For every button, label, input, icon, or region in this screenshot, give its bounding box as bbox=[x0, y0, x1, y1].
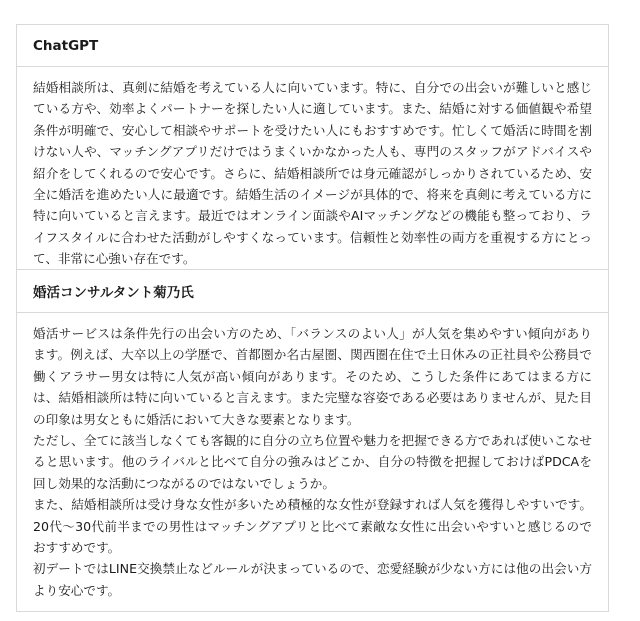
paragraph: 初デートではLINE交換禁止などルールが決まっているので、恋愛経験が少ない方には他の出会い方より安心です。 bbox=[33, 561, 592, 598]
paragraph: 結婚相談所は、真剣に結婚を考えている人に向いています。特に、自分での出会いが難しいと感じている方や、効率よくパートナーを探したい人に適しています。また、結婚に対する価値観や希望条件が明確で、安心して相談やサポートを受けたい人にもおすすめです。忙しくて婚活に時間を割けない人や、マッチングアプリだけではうまくいかなかった人も、専門のスタッフがアドバイスや紹介をしてくれるので安心です。さらに、結婚相談所では身元確認がしっかりされているため、安全に婚活を進めたい人に最適です。結婚生活のイメージが具体的で、将来を真剣に考えている方に特に向いていると言えます。最近ではオンライン面談やAIマッチングなどの機能も整っており、ライフスタイルに合わせた活動がしやすくなっています。信頼性と効率性の両方を重視する方にとって、非常に心強い存在です。 bbox=[33, 80, 592, 267]
paragraph: また、結婚相談所は受け身な女性が多いため積極的な女性が登録すれば人気を獲得しやすいです。20代〜30代前半までの男性はマッチングアプリと比べて素敵な女性に出会いやすいと感じるのでおすすめです。 bbox=[33, 497, 592, 556]
section-heading-consultant bbox=[17, 269, 608, 313]
heading-text: ChatGPT bbox=[33, 37, 99, 54]
section-body-chatgpt bbox=[17, 67, 608, 269]
comparison-table bbox=[16, 24, 609, 612]
section-heading-chatgpt bbox=[17, 25, 608, 67]
paragraph: ただし、全てに該当しなくても客観的に自分の立ち位置や魅力を把握できる方であれば使いこなせると思います。他のライバルと比べて自分の強みはどこか、自分の特徴を把握しておけばPDCAを回し効果的な活動につながるのではないでしょうか。 bbox=[33, 433, 592, 491]
section-body-consultant bbox=[17, 313, 608, 611]
heading-text: 婚活コンサルタント菊乃氏 bbox=[33, 285, 194, 301]
paragraph: 婚活サービスは条件先行の出会い方のため、「バランスのよい人」が人気を集めやすい傾向があります。例えば、大卒以上の学歴で、首都圏か名古屋圏、関西圏在住で土日休みの正社員や公務員で働くアラサー男女は特に人気が高い傾向があります。そのため、こうした条件にあてはまる方には、結婚相談所は特に向いていると言えます。また完璧な容姿である必要はありませんが、見た目の印象は男女ともに婚活において大きな要素となります。 bbox=[33, 326, 592, 427]
